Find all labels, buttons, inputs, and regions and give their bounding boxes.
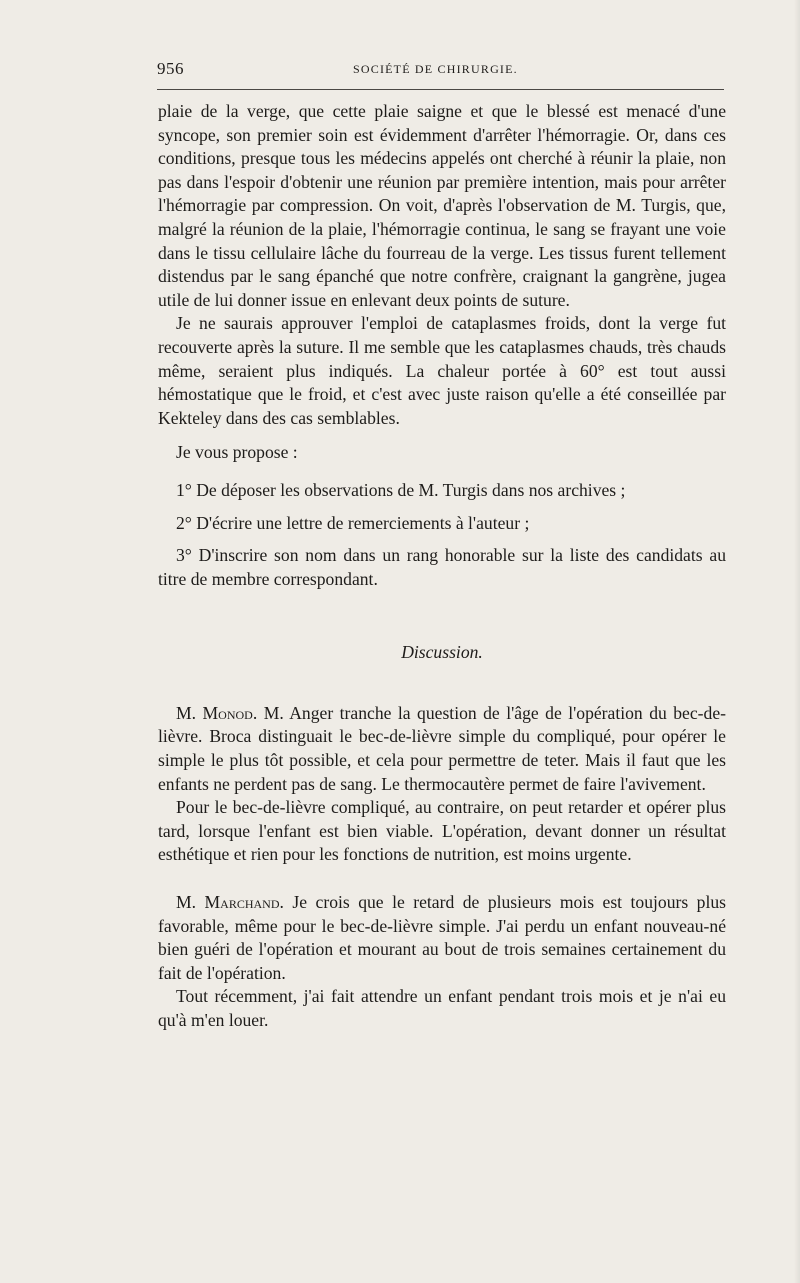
paragraph-marchand-1 — [158, 891, 726, 985]
paragraph-monod-1 — [158, 702, 726, 796]
paragraph-marchand-2: Tout récemment, j'ai fait attendre un enfant pendant trois mois et je n'ai eu qu'à m'en louer. — [158, 986, 726, 1030]
body-text — [158, 100, 726, 1033]
page-edge-shadow — [794, 0, 800, 1283]
proposal-item: 1° De déposer les observations de M. Turgis dans nos archives ; — [176, 479, 626, 500]
speaker-name: M. Monod. — [176, 702, 258, 723]
proposal-list — [158, 479, 726, 591]
paragraph-monod-2: Pour le bec-de-lièvre compliqué, au contraire, on peut retarder et opérer plus tard, lorsque l'enfant est bien viable. L'opération, devant donner un résultat esthétique et rien pour les fonctions de nutrition, est moins urgente. — [158, 797, 726, 865]
page-header — [157, 59, 725, 85]
running-head: SOCIÉTÉ DE CHIRURGIE. — [353, 62, 518, 76]
header-rule — [157, 89, 724, 90]
paragraph-continuation: plaie de la verge, que cette plaie saigne et que le blessé est menacé d'une syncope, son premier soin est évidemment d'arrêter l'hémorragie. Or, dans ces conditions, presque tous les médecins appelés ont cherché à réunir la plaie, non pas dans l'espoir d'obtenir une réunion par première intention, mais pour arrêter l'hémorragie par compression. On voit, d'après l'observation de M. Turgis, que, malgré la réunion de la plaie, l'hémorragie continua, le sang se frayant une voie dans le tissu cellulaire lâche du fourreau de la verge. Les tissus furent tellement distendus par le sang épanché que notre confrère, craignant la gangrène, jugea utile de lui donner issue en enlevant deux points de suture. — [158, 101, 726, 310]
paragraph-proposal-intro: Je vous propose : — [176, 442, 298, 463]
proposal-item: 2° D'écrire une lettre de remerciements à l'auteur ; — [176, 512, 530, 533]
proposal-item: 3° D'inscrire son nom dans un rang honorable sur la liste des candidats au titre de membre correspondant. — [158, 545, 726, 589]
paragraph-text: M. Anger tranche la question de l'âge de l'opération du bec-de-lièvre. Broca distinguait le bec-de-lièvre simple du compliqué, pour opérer le simple le plus tôt possible, et cela pour permettre de teter. Mais il faut que les enfants ne perdent pas de sang. Le thermocautère permet de faire l'avivement. — [158, 702, 726, 794]
page-number: 956 — [157, 59, 184, 78]
section-heading: Discussion. — [401, 642, 483, 663]
paragraph-cataplasmes: Je ne saurais approuver l'emploi de cataplasmes froids, dont la verge fut recouverte après la suture. Il me semble que les cataplasmes chauds, très chauds même, seraient plus indiqués. La chaleur portée à 60° est tout aussi hémostatique que le froid, et c'est avec juste raison qu'elle a été conseillée par Kekteley dans des cas semblables. — [158, 313, 726, 428]
paragraph-text: Je crois que le retard de plusieurs mois est toujours plus favorable, même pour le bec-de-lièvre simple. J'ai perdu un enfant nouveau-né bien guéri de l'opération et mourant au bout de trois semaines certainement du fait de l'opération. — [158, 892, 726, 983]
speaker-name: M. Marchand. — [176, 892, 284, 913]
